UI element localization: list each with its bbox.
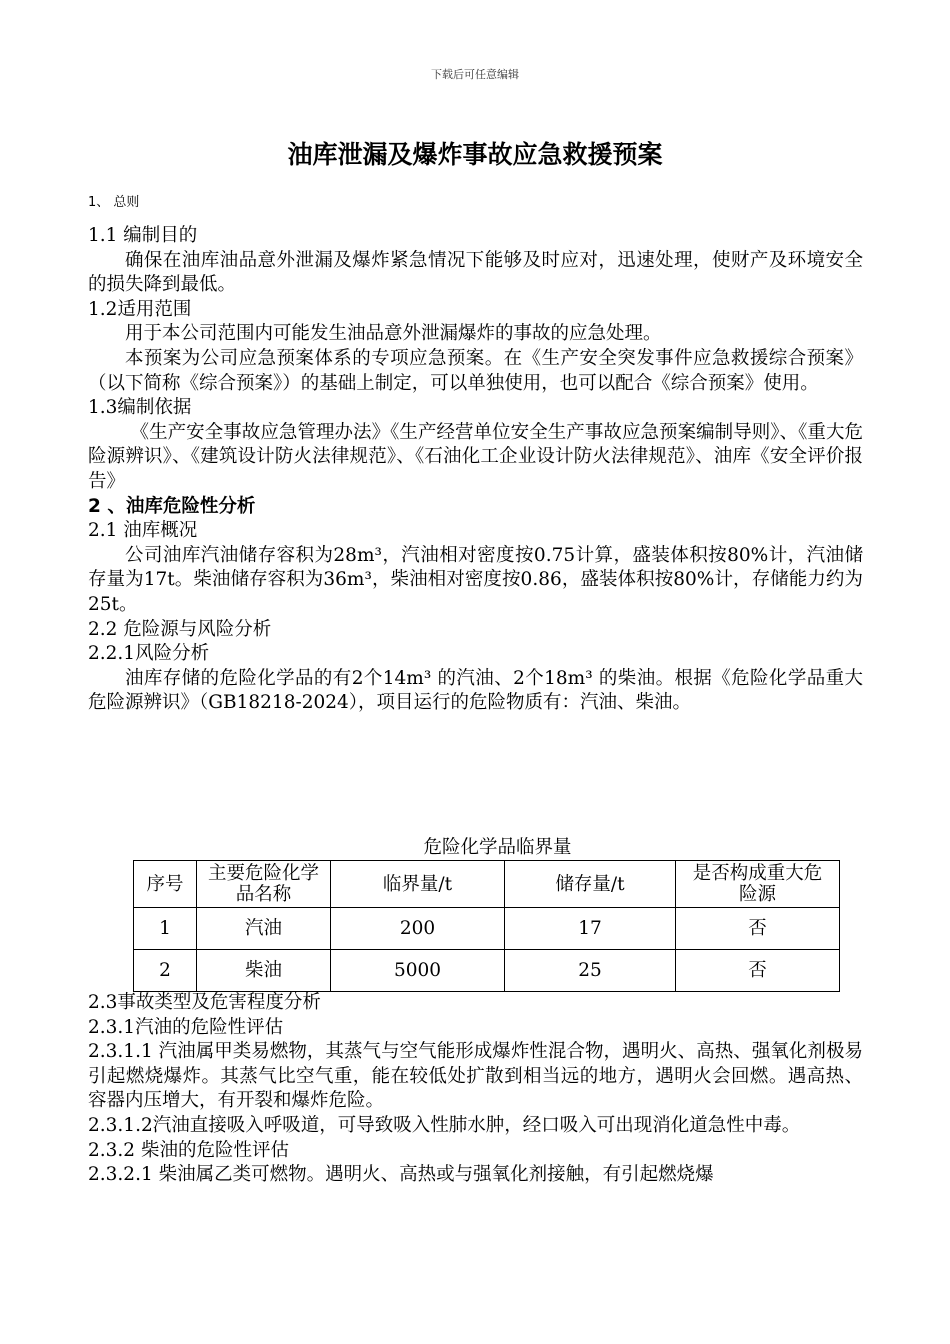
table-cell: 200 <box>331 908 505 950</box>
header-cell-major-hazard: 是否构成重大危险源 <box>676 861 840 908</box>
paragraph-basis: 《生产安全事故应急管理办法》《生产经营单位安全生产事故应急预案编制导则》、《重大危险源辨识》、《建筑设计防火法律规范》、《石油化工企业设计防火法律规范》、油库《安全评价报告》 <box>88 421 863 492</box>
section-2-3-2-heading: 2.3.2 柴油的危险性评估 <box>88 1139 289 1161</box>
table-cell: 否 <box>676 950 840 992</box>
table-row <box>134 908 840 950</box>
section-2-1-heading: 2.1 油库概况 <box>88 520 198 542</box>
hazard-table <box>133 860 840 992</box>
table-cell: 5000 <box>331 950 505 992</box>
table-header-row <box>134 861 840 908</box>
header-cell-index: 序号 <box>134 861 197 908</box>
table-caption: 危险化学品临界量 <box>423 837 572 858</box>
table-cell: 25 <box>505 950 676 992</box>
table-cell: 17 <box>505 908 676 950</box>
paragraph-diesel-hazard: 2.3.2.1 柴油属乙类可燃物。遇明火、高热或与强氧化剂接触，有引起燃烧爆 <box>88 1164 714 1186</box>
paragraph-gasoline-hazard: 2.3.1.1 汽油属甲类易燃物，其蒸气与空气能形成爆炸性混合物，遇明火、高热、强氧化剂极易引起燃烧爆炸。其蒸气比空气重，能在较低处扩散到相当远的地方，遇明火会回燃。遇高热、容器内压增大，有开裂和爆炸危险。 <box>88 1041 863 1112</box>
table-cell: 否 <box>676 908 840 950</box>
header-cell-storage: 储存量/t <box>505 861 676 908</box>
section-2-2-heading: 2.2 危险源与风险分析 <box>88 618 272 640</box>
document-title: 油库泄漏及爆炸事故应急救援预案 <box>287 140 663 169</box>
table-cell: 1 <box>134 908 197 950</box>
paragraph-scope: 用于本公司范围内可能发生油品意外泄漏爆炸的事故的应急处理。 <box>125 323 662 345</box>
paragraph-plan-system: 本预案为公司应急预案体系的专项应急预案。在《生产安全突发事件应急救援综合预案》（以下简称《综合预案》）的基础上制定，可以单独使用，也可以配合《综合预案》使用。 <box>88 347 863 394</box>
paragraph-risk-analysis: 油库存储的危险化学品的有2个14m³ 的汽油、2个18m³ 的柴油。根据《危险化学品重大危险源辨识》（GB18218-2024），项目运行的危险物质有：汽油、柴油。 <box>88 667 863 714</box>
table-cell: 2 <box>134 950 197 992</box>
section-2-3-heading: 2.3事故类型及危害程度分析 <box>88 992 321 1013</box>
table-cell: 柴油 <box>197 950 331 992</box>
paragraph-depot-overview: 公司油库汽油储存容积为28m³，汽油相对密度按0.75计算，盛装体积按80%计，汽油储存量为17t。柴油储存容积为36m³，柴油相对密度按0.86，盛装体积按80%计，存储能力约为25t。 <box>88 544 863 615</box>
section-2-3-1-heading: 2.3.1汽油的危险性评估 <box>88 1016 284 1038</box>
table-cell: 汽油 <box>197 908 331 950</box>
section-1-1-heading: 1.1 编制目的 <box>88 225 198 246</box>
section-1-heading: 1、 总则 <box>88 195 140 210</box>
header-cell-threshold: 临界量/t <box>331 861 505 908</box>
section-2-2-1-heading: 2.2.1风险分析 <box>88 643 210 665</box>
document-body <box>88 224 863 716</box>
document-body-continued <box>88 991 863 1188</box>
header-cell-name: 主要危险化学品名称 <box>197 861 331 908</box>
section-1-2-heading: 1.2适用范围 <box>88 298 192 320</box>
paragraph-purpose: 确保在油库油品意外泄漏及爆炸紧急情况下能够及时应对，迅速处理，使财产及环境安全的损失降到最低。 <box>88 249 863 296</box>
section-1-3-heading: 1.3编制依据 <box>88 397 192 419</box>
paragraph-gasoline-health: 2.3.1.2汽油直接吸入呼吸道，可导致吸入性肺水肿，经口吸入可出现消化道急性中毒。 <box>88 1114 801 1136</box>
table-row <box>134 950 840 992</box>
page-header-note: 下载后可任意编辑 <box>431 68 519 81</box>
section-2-heading: 2 、油库危险性分析 <box>88 495 256 517</box>
